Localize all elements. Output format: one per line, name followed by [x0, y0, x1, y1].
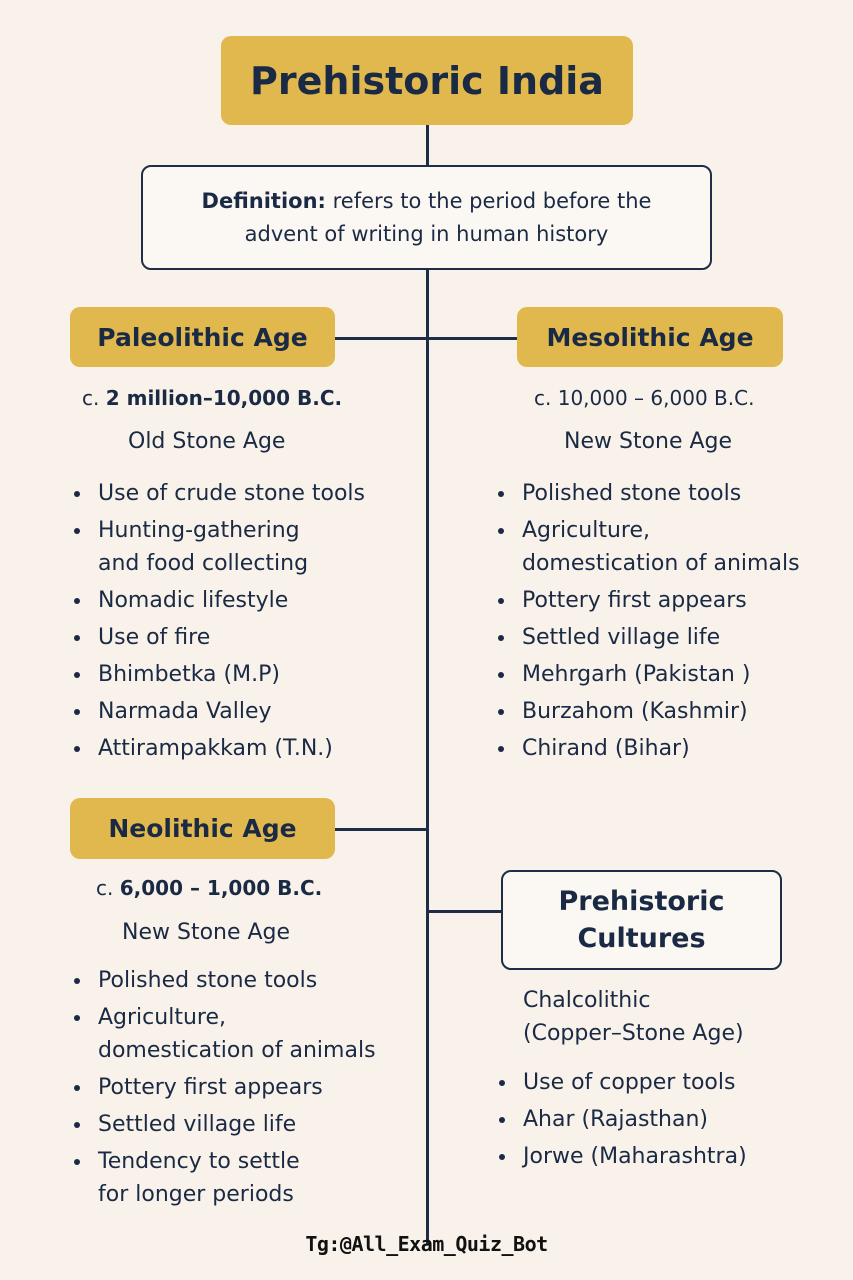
- cultures-subtitle-line2: (Copper–Stone Age): [523, 1021, 744, 1046]
- mesolithic-date-range: 10,000 – 6,000 B.C.: [557, 386, 755, 410]
- watermark: Tg:@All_Exam_Quiz_Bot: [305, 1232, 548, 1256]
- mesolithic-bullet-text: Polished stone tools: [522, 481, 742, 506]
- neolithic-title: Neolithic Age: [108, 814, 297, 843]
- definition-box: [141, 165, 712, 270]
- paleolithic-heading: [70, 307, 335, 367]
- mesolithic-bullet-item: [494, 477, 834, 510]
- paleolithic-bullet-text: Use of fire: [98, 625, 211, 650]
- paleolithic-subtitle: Old Stone Age: [128, 429, 286, 454]
- mesolithic-bullet-item: [494, 732, 834, 765]
- mesolithic-date: [534, 386, 754, 410]
- mesolithic-subtitle: New Stone Age: [564, 429, 733, 454]
- paleolithic-bullet-text: Attirampakkam (T.N.): [98, 736, 333, 761]
- mesolithic-bullet-text: domestication of animals: [522, 551, 800, 576]
- paleolithic-title: Paleolithic Age: [97, 322, 308, 352]
- paleolithic-bullet-item: [70, 658, 410, 691]
- paleolithic-date-range: 2 million–10,000 B.C.: [105, 386, 343, 410]
- neolithic-bullet-item: [70, 1145, 415, 1211]
- mesolithic-bullet-item: [494, 695, 834, 728]
- mesolithic-bullet-list: [494, 477, 834, 769]
- cultures-bullet-item: [495, 1103, 815, 1136]
- mesolithic-bullet-item: [494, 514, 834, 580]
- paleolithic-connector: [334, 337, 518, 340]
- page-title: [221, 36, 633, 125]
- paleolithic-bullet-item: [70, 514, 410, 580]
- neolithic-subtitle: New Stone Age: [122, 920, 291, 945]
- definition-text-line1: refers to the period before the: [332, 188, 652, 213]
- neolithic-bullet-item: [70, 1071, 415, 1104]
- mesolithic-bullet-item: [494, 658, 834, 691]
- paleolithic-date: [82, 386, 342, 410]
- page-title-text: Prehistoric India: [250, 58, 604, 103]
- mesolithic-bullet-text: Pottery first appears: [522, 588, 747, 613]
- neolithic-bullet-item: [70, 1001, 415, 1067]
- neolithic-bullet-text: Tendency to settle: [98, 1149, 300, 1174]
- neolithic-heading: [70, 798, 335, 859]
- neolithic-date: [96, 876, 322, 900]
- paleolithic-bullet-item: [70, 477, 410, 510]
- neolithic-date-prefix: c.: [96, 876, 114, 900]
- paleolithic-date-prefix: c.: [82, 386, 100, 410]
- mesolithic-bullet-text: Settled village life: [522, 625, 721, 650]
- cultures-title-line1: Prehistoric: [558, 886, 725, 917]
- paleolithic-bullet-text: Bhimbetka (M.P): [98, 662, 280, 687]
- spine-top-connector: [426, 124, 429, 166]
- paleolithic-bullet-item: [70, 584, 410, 617]
- cultures-heading: [501, 870, 782, 970]
- neolithic-bullet-text: Pottery first appears: [98, 1075, 323, 1100]
- paleolithic-bullet-item: [70, 695, 410, 728]
- mesolithic-bullet-text: Mehrgarh (Pakistan ): [522, 662, 751, 687]
- cultures-bullet-item: [495, 1140, 815, 1173]
- cultures-connector: [427, 910, 502, 913]
- neolithic-bullet-text: Polished stone tools: [98, 968, 318, 993]
- mesolithic-title: Mesolithic Age: [546, 322, 754, 352]
- paleolithic-bullet-item: [70, 621, 410, 654]
- paleolithic-bullet-text: Hunting-gathering: [98, 518, 300, 543]
- neolithic-date-range: 6,000 – 1,000 B.C.: [119, 876, 323, 900]
- neolithic-bullet-text: Agriculture,: [98, 1005, 226, 1030]
- neolithic-connector: [334, 828, 427, 831]
- paleolithic-bullet-text: Narmada Valley: [98, 699, 272, 724]
- neolithic-bullet-item: [70, 964, 415, 997]
- cultures-bullet-text: Use of copper tools: [523, 1070, 736, 1095]
- mesolithic-date-prefix: c.: [534, 386, 552, 410]
- mesolithic-bullet-text: Burzahom (Kashmir): [522, 699, 748, 724]
- mesolithic-bullet-item: [494, 621, 834, 654]
- neolithic-bullet-text: for longer periods: [98, 1182, 294, 1207]
- neolithic-bullet-list: [70, 964, 415, 1215]
- definition-text-line2: advent of writing in human history: [244, 221, 609, 246]
- mesolithic-bullet-text: Chirand (Bihar): [522, 736, 690, 761]
- cultures-bullet-list: [495, 1066, 815, 1177]
- paleolithic-bullet-text: Use of crude stone tools: [98, 481, 366, 506]
- cultures-title-line2: Cultures: [577, 923, 706, 954]
- neolithic-bullet-text: Settled village life: [98, 1112, 297, 1137]
- cultures-bullet-text: Jorwe (Maharashtra): [523, 1144, 747, 1169]
- paleolithic-bullet-item: [70, 732, 410, 765]
- cultures-bullet-item: [495, 1066, 815, 1099]
- mesolithic-bullet-text: Agriculture,: [522, 518, 650, 543]
- paleolithic-bullet-text: Nomadic lifestyle: [98, 588, 289, 613]
- spine-main-connector: [426, 269, 429, 1244]
- mesolithic-bullet-item: [494, 584, 834, 617]
- paleolithic-bullet-text: and food collecting: [98, 551, 309, 576]
- neolithic-bullet-text: domestication of animals: [98, 1038, 376, 1063]
- paleolithic-bullet-list: [70, 477, 410, 769]
- mesolithic-heading: [517, 307, 783, 367]
- definition-label: Definition:: [201, 188, 326, 213]
- cultures-bullet-text: Ahar (Rajasthan): [523, 1107, 709, 1132]
- neolithic-bullet-item: [70, 1108, 415, 1141]
- cultures-subtitle-line1: Chalcolithic: [523, 988, 651, 1013]
